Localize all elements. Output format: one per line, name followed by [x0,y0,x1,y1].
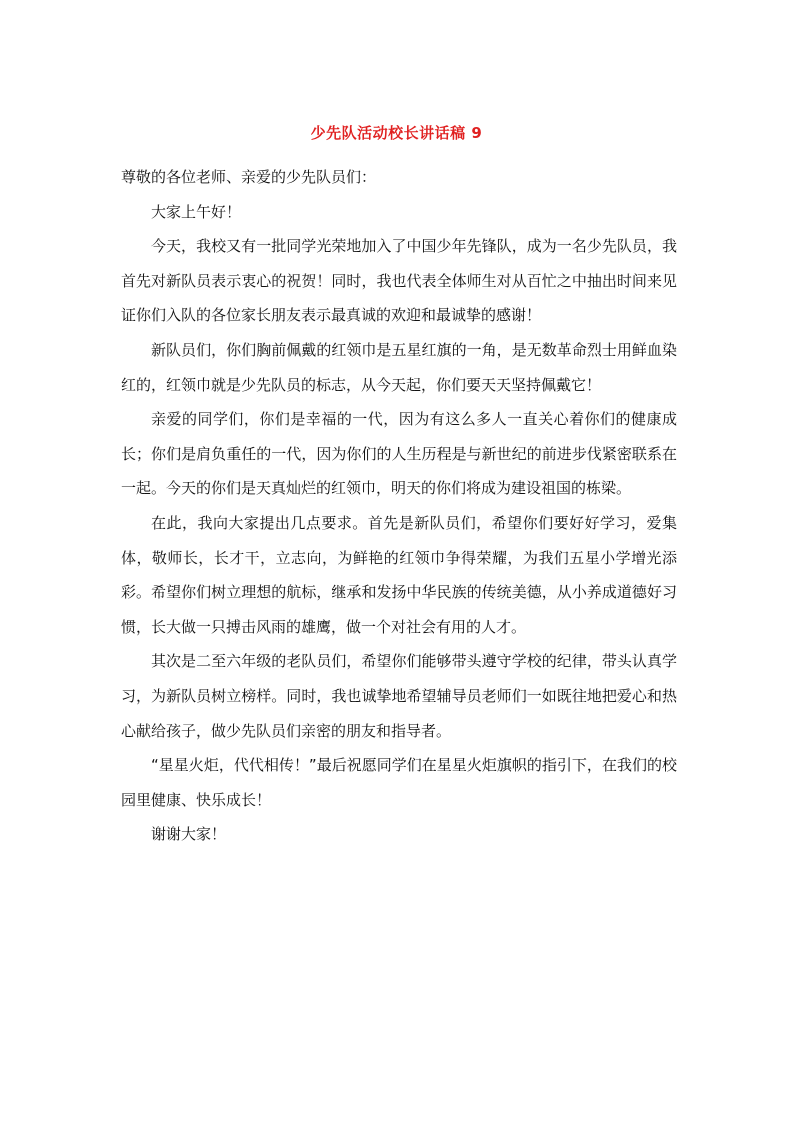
salutation-paragraph: 尊敬的各位老师、亲爱的少先队员们： [121,168,377,186]
greeting-paragraph: 大家上午好！ [151,202,242,221]
body-paragraph: 亲爱的同学们，你们是幸福的一代，因为有这么多人一直关心着你们的健康成长；你们是肩负重任的一代，因为你们的人生历程是与新世纪的前进步伐紧密联系在一起。今天的你们是天真灿烂的红领巾，明天的你们将成为建设祖国的栋梁。 [121,410,677,498]
body-paragraph: 新队员们，你们胸前佩戴的红领巾是五星红旗的一角，是无数革命烈士用鲜血染红的，红领巾就是少先队员的标志，从今天起，你们要天天坚持佩戴它！ [121,340,677,394]
document-title: 少先队活动校长讲话稿 9 [310,124,483,142]
body-paragraph: 在此，我向大家提出几点要求。首先是新队员们，希望你们要好好学习，爱集体，敬师长，长才干，立志向，为鲜艳的红领巾争得荣耀，为我们五星小学增光添彩。希望你们树立理想的航标，继承和发扬中华民族的传统美德，从小养成道德好习惯，长大做一只搏击风雨的雄鹰，做一个对社会有用的人才。 [121,513,677,636]
body-paragraph: “星星火炬，代代相传！”最后祝愿同学们在星星火炬旗帜的指引下，在我们的校园里健康、快乐成长！ [121,756,677,809]
closing-paragraph: 谢谢大家！ [151,825,227,844]
body-paragraph: 今天，我校又有一批同学光荣地加入了中国少年先锋队，成为一名少先队员，我首先对新队员表示衷心的祝贺！同时，我也代表全体师生对从百忙之中抽出时间来见证你们入队的各位家长朋友表示最真诚的欢迎和最诚挚的感谢！ [121,237,677,325]
document-body [121,160,677,852]
body-paragraph: 其次是二至六年级的老队员们，希望你们能够带头遵守学校的纪律，带头认真学习，为新队员树立榜样。同时，我也诚挚地希望辅导员老师们一如既往地把爱心和热心献给孩子，做少先队员们亲密的朋友和指导者。 [121,652,677,740]
